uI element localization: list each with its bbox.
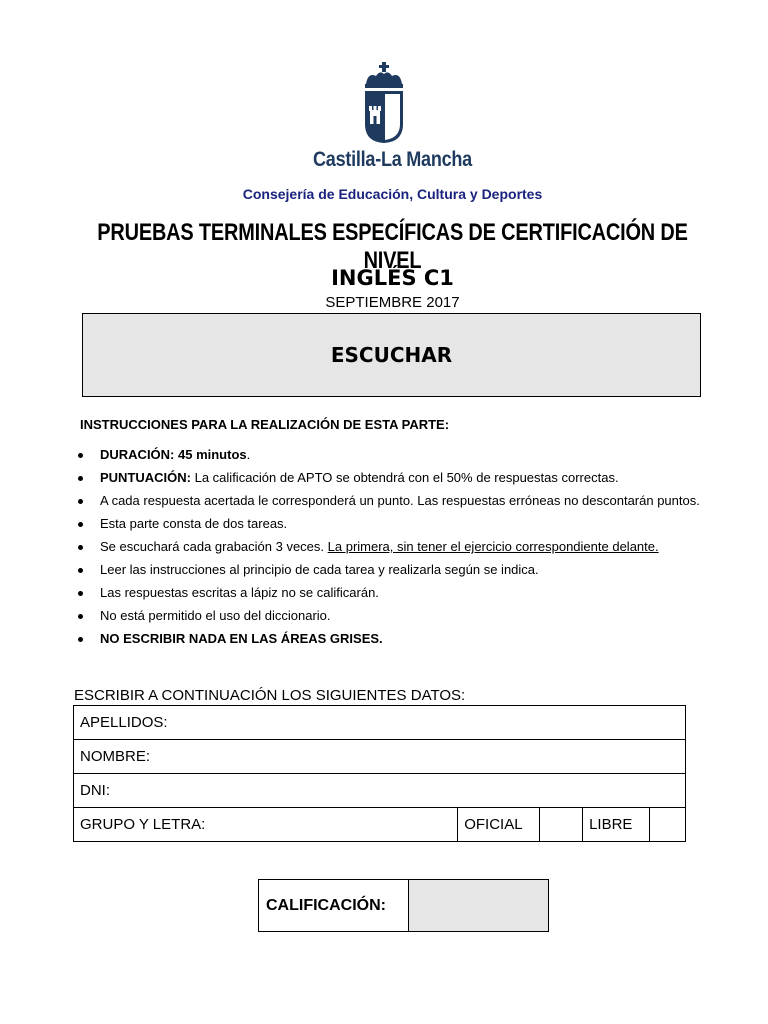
nombre-label: NOMBRE: bbox=[80, 748, 151, 765]
department-name: Consejería de Educación, Cultura y Deportes bbox=[242, 186, 543, 202]
list-item: A cada respuesta acertada le corresponderá un punto. Las respuestas erróneas no descontarán puntos. bbox=[76, 489, 713, 512]
libre-label: LIBRE bbox=[583, 808, 650, 842]
list-item: Esta parte consta de dos tareas. bbox=[76, 512, 713, 535]
section-name: ESCUCHAR bbox=[330, 343, 453, 367]
grupo-label: GRUPO Y LETRA: bbox=[80, 816, 206, 833]
oficial-checkbox[interactable] bbox=[540, 808, 583, 842]
instructions-list bbox=[76, 443, 713, 650]
grade-label: CALIFICACIÓN: bbox=[259, 880, 409, 932]
form-heading: ESCRIBIR A CONTINUACIÓN LOS SIGUIENTES DATOS: bbox=[74, 687, 466, 704]
list-item: Se escuchará cada grabación 3 veces. La primera, sin tener el ejercicio correspondiente delante. bbox=[76, 535, 713, 558]
nombre-field[interactable] bbox=[74, 740, 686, 774]
brand-name: Castilla-La Mancha bbox=[313, 148, 472, 171]
list-item: Las respuestas escritas a lápiz no se calificarán. bbox=[76, 581, 713, 604]
list-item: NO ESCRIBIR NADA EN LAS ÁREAS GRISES. bbox=[76, 627, 713, 650]
grade-value-area bbox=[409, 880, 549, 932]
grupo-field[interactable] bbox=[74, 808, 458, 842]
instructions-heading: INSTRUCCIONES PARA LA REALIZACIÓN DE ESTA PARTE: bbox=[80, 417, 450, 432]
section-banner bbox=[82, 313, 701, 397]
logo bbox=[0, 62, 768, 144]
list-item: DURACIÓN: 45 minutos. bbox=[76, 443, 713, 466]
student-data-form bbox=[73, 705, 686, 842]
exam-title: PRUEBAS TERMINALES ESPECÍFICAS DE CERTIFICACIÓN DE NIVEL bbox=[97, 219, 688, 274]
list-item: No está permitido el uso del diccionario. bbox=[76, 604, 713, 627]
list-item: PUNTUACIÓN: La calificación de APTO se obtendrá con el 50% de respuestas correctas. bbox=[76, 466, 713, 489]
exam-level: INGLÉS C1 bbox=[331, 266, 454, 290]
coat-of-arms-icon bbox=[362, 62, 406, 144]
list-item: Leer las instrucciones al principio de cada tarea y realizarla según se indica. bbox=[76, 558, 713, 581]
apellidos-label: APELLIDOS: bbox=[80, 714, 168, 731]
libre-checkbox[interactable] bbox=[650, 808, 686, 842]
dni-field[interactable] bbox=[74, 774, 686, 808]
exam-date: SEPTIEMBRE 2017 bbox=[325, 294, 460, 311]
oficial-label: OFICIAL bbox=[458, 808, 540, 842]
grade-box bbox=[258, 879, 549, 932]
apellidos-field[interactable] bbox=[74, 706, 686, 740]
dni-label: DNI: bbox=[80, 782, 110, 799]
